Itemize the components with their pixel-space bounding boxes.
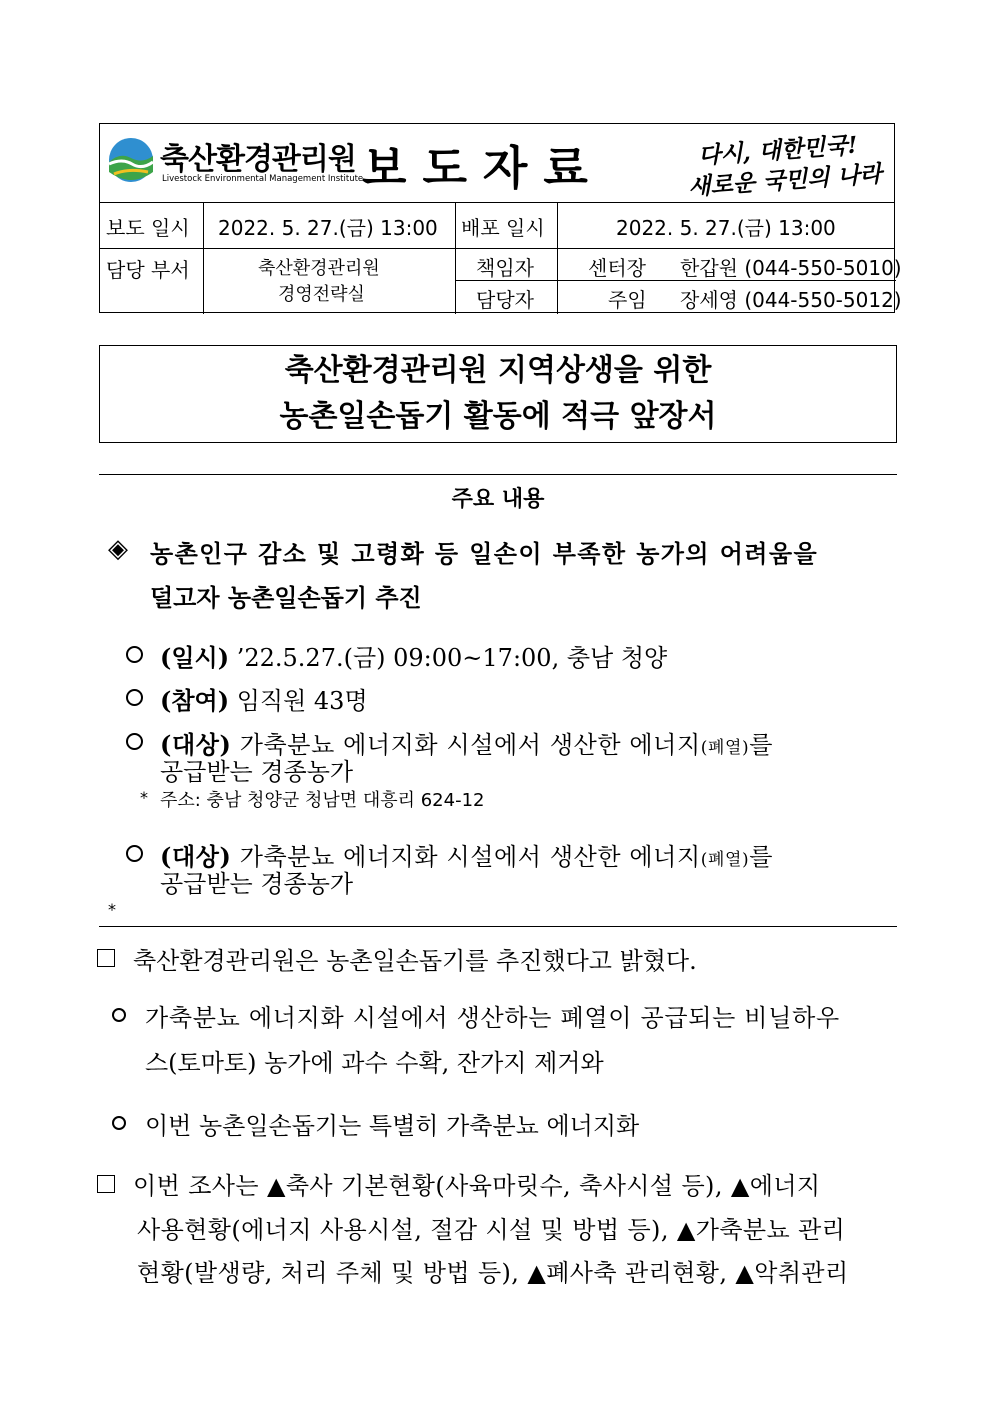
note-address: 주소: 충남 청양군 청남면 대흥리 624-12 <box>160 790 485 811</box>
header-banner <box>100 124 894 203</box>
row-divider <box>100 248 894 249</box>
item-target-2-text: 가축분뇨 에너지화 시설에서 생산한 에너지 <box>239 843 701 871</box>
item-date-text: ’22.5.27.(금) 09:00~17:00, 충남 청양 <box>236 644 668 672</box>
col-divider <box>455 202 456 314</box>
summary-bottom-rule <box>99 926 897 927</box>
org-logo-icon <box>108 132 154 192</box>
note-star: * <box>140 788 148 807</box>
staff-label: 담당자 <box>476 288 534 312</box>
lead-line1: 농촌인구 감소 및 고령화 등 일손이 부족한 농가의 어려움을 <box>150 539 819 568</box>
circle-bullet-icon <box>126 689 143 706</box>
dist-date: 2022. 5. 27.(금) 13:00 <box>616 216 836 240</box>
staff-name: 장세영 (044-550-5012) <box>680 288 902 312</box>
slogan-line1: 다시, 대한민국! <box>697 131 859 170</box>
body-para2-line3: 현황(발생량, 처리 주체 및 방법 등), ▲폐사축 관리현황, ▲악취관리 <box>137 1259 849 1287</box>
item-date <box>160 638 667 673</box>
item-date-label: (일시) <box>160 643 230 672</box>
checkbox-square-icon <box>97 949 115 967</box>
item-target-small: (폐열) <box>700 738 750 758</box>
body-bullet2: 이번 농촌일손돕기는 특별히 가축분뇨 에너지화 <box>145 1112 640 1140</box>
diamond-bullet-icon: ◈ <box>108 534 128 564</box>
body-bullet1-line1: 가축분뇨 에너지화 시설에서 생산하는 폐열이 공급되는 비닐하우 <box>145 1004 840 1032</box>
circle-bullet-icon <box>126 646 143 663</box>
body-para2-line2: 사용현황(에너지 사용시설, 절감 시설 및 방법 등), ▲가축분뇨 관리 <box>137 1216 846 1244</box>
dept-line2: 경영전략실 <box>278 284 365 305</box>
resp-name: 한갑원 (044-550-5010) <box>680 256 902 280</box>
item-target-2-suffix: 를 <box>749 843 774 871</box>
circle-bullet-icon <box>112 1008 126 1022</box>
circle-bullet-icon <box>112 1116 126 1130</box>
report-date: 2022. 5. 27.(금) 13:00 <box>218 216 438 240</box>
dept-line1: 축산환경관리원 <box>258 258 380 279</box>
lead-line2: 덜고자 농촌일손돕기 추진 <box>150 583 422 612</box>
end-star: * <box>108 900 116 919</box>
headline-box <box>99 345 897 443</box>
item-target-line2: 공급받는 경종농가 <box>160 758 354 786</box>
item-target-2-line2: 공급받는 경종농가 <box>160 870 354 898</box>
body-para1: 축산환경관리원은 농촌일손돕기를 추진했다고 밝혔다. <box>133 947 697 975</box>
body-para2-line1: 이번 조사는 ▲축사 기본현황(사육마릿수, 축사시설 등), ▲에너지 <box>133 1172 821 1200</box>
item-target-label: (대상) <box>160 730 232 759</box>
item-target-2-label: (대상) <box>160 842 232 871</box>
item-target-suffix: 를 <box>749 731 774 759</box>
org-name-en: Livestock Environmental Management Institute <box>162 174 364 184</box>
summary-top-rule <box>99 474 897 475</box>
col-divider <box>203 202 204 314</box>
headline-line1: 축산환경관리원 지역상생을 위한 <box>284 353 712 388</box>
dist-date-label: 배포 일시 <box>461 216 545 240</box>
headline-line2: 농촌일손돕기 활동에 적극 앞장서 <box>279 399 717 434</box>
item-target-2-small: (폐열) <box>700 850 750 870</box>
org-name: 축산환경관리원 <box>160 142 356 177</box>
press-header-table <box>99 123 902 313</box>
staff-title: 주임 <box>608 288 647 312</box>
circle-bullet-icon <box>126 845 143 862</box>
body-bullet1-line2: 스(토마토) 농가에 과수 수확, 잔가지 제거와 <box>145 1049 604 1077</box>
dept-label: 담당 부서 <box>106 258 190 282</box>
doc-type: 보 도 자 료 <box>362 141 588 195</box>
checkbox-square-icon <box>97 1175 115 1193</box>
slogan-line2: 새로운 국민의 나라 <box>687 160 883 201</box>
item-target-text: 가축분뇨 에너지화 시설에서 생산한 에너지 <box>239 731 701 759</box>
item-participants-text: 임직원 43명 <box>236 687 368 715</box>
col-divider <box>557 202 558 314</box>
item-participants <box>160 681 368 716</box>
summary-heading: 주요 내용 <box>451 487 545 512</box>
circle-bullet-icon <box>126 733 143 750</box>
report-date-label: 보도 일시 <box>106 216 190 240</box>
resp-label: 책임자 <box>476 256 534 280</box>
resp-title: 센터장 <box>588 256 646 280</box>
item-participants-label: (참여) <box>160 686 230 715</box>
